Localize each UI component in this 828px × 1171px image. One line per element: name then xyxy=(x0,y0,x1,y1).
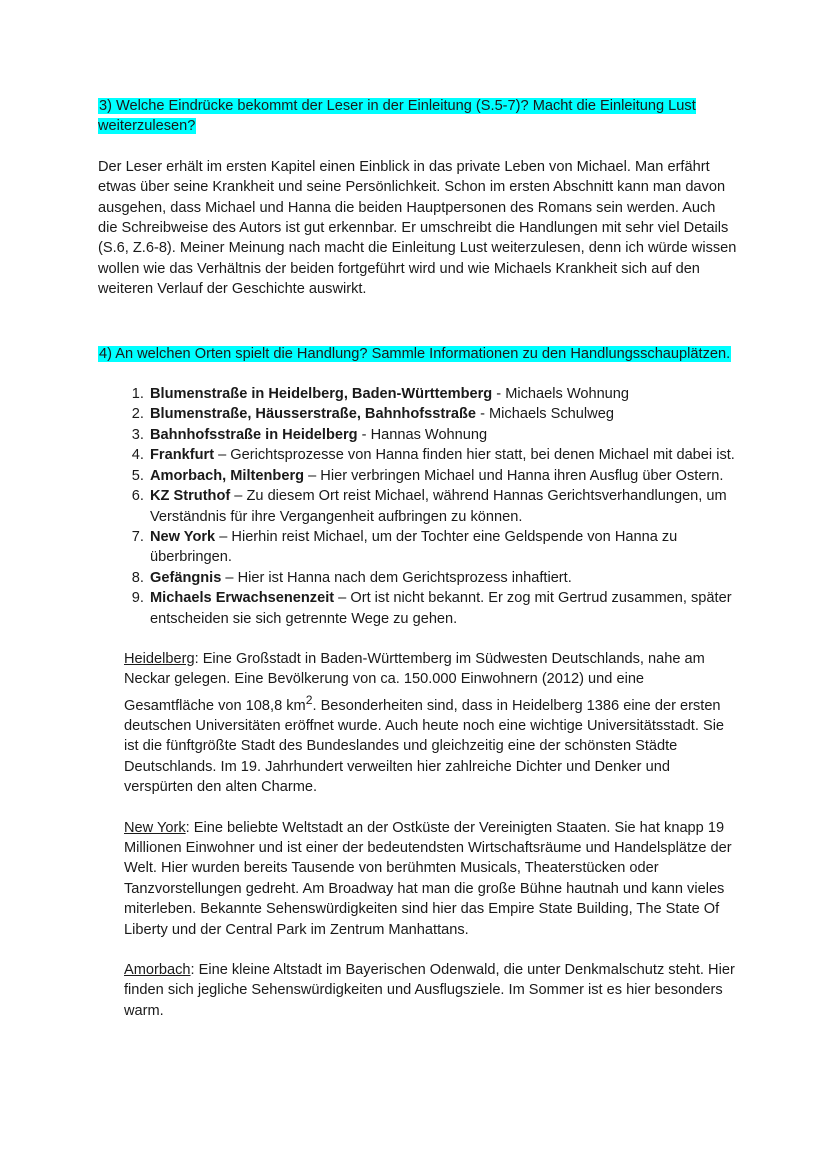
place-heading-new-york: New York xyxy=(124,819,186,836)
question-3-heading xyxy=(98,96,738,137)
place-heading-heidelberg: Heidelberg xyxy=(124,650,195,667)
place-text: Hannas Wohnung xyxy=(370,426,488,443)
separator: – xyxy=(334,590,351,607)
question-3-answer: Der Leser erhält im ersten Kapitel einen Einblick in das private Leben von Michael. Man erfährt etwas über seine Krankheit und seine Persönlichkeit. Schon im ersten Abschnitt kann man davon ausgehen, dass Michael und Hanna die beiden Hauptpersonen des Romans sein werden. Auch die Schreibweise des Autors ist gut erkennbar. Er umschreibt die Handlungen mit sehr viel Details (S.6, Z.6-8). Meiner Meinung nach macht die Einleitung Lust weiterzulesen, denn ich würde wissen wollen wie das Verhältnis der beiden fortgeführt wird und wie Michaels Krankheit sich auf den weiteren Verlauf der Geschichte auswirkt. xyxy=(98,158,737,298)
separator: – xyxy=(215,528,232,545)
place-name: Frankfurt xyxy=(150,447,215,464)
place-text: Hierhin reist Michael, um der Tochter eine Geldspende von Hanna zu überbringen. xyxy=(150,528,678,566)
place-name: Blumenstraße in Heidelberg, Baden-Württemberg xyxy=(150,386,493,403)
separator: – xyxy=(214,447,231,464)
list-item xyxy=(148,384,738,404)
description-text: : Eine beliebte Weltstadt an der Ostküste der Vereinigten Staaten. Sie hat knapp 19 Millionen Einwohner und ist einer der bedeutendsten Wirtschaftsräume und Handelsplätze der Welt. Hier wurden bereits Tausende von berühmten Musicals, Theaterstücken oder Tanzvorstellungen gedreht. Am Broadway hat man die große Bühne hautnah und kann vieles miterleben. Bekannte Sehenswürdigkeiten sind hier das Empire State Building, The State Of Liberty und der Central Park im Zentrum Manhattans. xyxy=(124,819,732,938)
list-item xyxy=(148,404,738,424)
document-page xyxy=(98,96,738,1021)
place-name: Michaels Erwachsenenzeit xyxy=(150,590,335,607)
place-text: Hier ist Hanna nach dem Gerichtsprozess inhaftiert. xyxy=(237,569,572,586)
description-text: : Eine Großstadt in Baden-Württemberg im Südwesten Deutschlands, nahe am Neckar gelegen. Eine Bevölkerung von ca. 150.000 Einwohnern (2012) und eine Gesamtfläche von 108,8 km xyxy=(124,650,705,714)
list-item xyxy=(148,486,738,527)
place-name: New York xyxy=(150,528,216,545)
list-item xyxy=(148,425,738,445)
separator: – xyxy=(304,467,321,484)
question-4-highlight: 4) An welchen Orten spielt die Handlung? Sammle Informationen zu den Handlungsschauplätzen. xyxy=(99,345,731,362)
list-item xyxy=(148,588,738,629)
list-item xyxy=(148,466,738,486)
superscript: 2 xyxy=(305,692,313,707)
question-3-section xyxy=(98,96,738,300)
place-text: Gerichtsprozesse von Hanna finden hier statt, bei denen Michael mit dabei ist. xyxy=(230,447,735,464)
list-item xyxy=(148,445,738,465)
place-name: Gefängnis xyxy=(150,569,222,586)
place-name: Amorbach, Miltenberg xyxy=(150,467,305,484)
place-name: KZ Struthof xyxy=(150,488,231,505)
question-3-highlight: 3) Welche Eindrücke bekommt der Leser in der Einleitung (S.5-7)? Macht die Einleitung Lust weiterzulesen? xyxy=(98,98,696,135)
separator: – xyxy=(230,488,247,505)
place-text: Ort ist nicht bekannt. Er zog mit Gertrud zusammen, später entscheiden sie sich getrennte Wege zu gehen. xyxy=(150,590,732,627)
description-text: . Besonderheiten sind, dass in Heidelberg 1386 eine der ersten deutschen Universitäten eröffnet wurde. Auch heute noch eine wichtige Universitätsstadt. Sie ist die fünftgrößte Stadt des Bundeslandes und gleichzeitig eine der schönsten Städte Deutschlands. Im 19. Jahrhundert verweilten hier zahlreiche Dichter und Denker und verspürten den alten Charme. xyxy=(124,697,725,796)
separator: – xyxy=(221,569,238,586)
separator: - xyxy=(492,386,506,403)
place-name: Blumenstraße, Häusserstraße, Bahnhofsstraße xyxy=(150,406,477,423)
list-item xyxy=(148,527,738,568)
separator: - xyxy=(357,426,371,443)
separator: - xyxy=(476,406,490,423)
place-heading-amorbach: Amorbach xyxy=(124,962,191,979)
description-heidelberg xyxy=(98,649,738,798)
place-text: Hier verbringen Michael und Hanna ihren Ausflug über Ostern. xyxy=(320,467,724,484)
place-name: Bahnhofsstraße in Heidelberg xyxy=(150,426,358,443)
place-text: Zu diesem Ort reist Michael, während Hannas Gerichtsverhandlungen, um Verständnis für ihre Vergangenheit aufbringen zu können. xyxy=(150,488,727,525)
place-text: Michaels Schulweg xyxy=(489,406,614,423)
description-amorbach xyxy=(98,960,738,1021)
question-4-heading xyxy=(98,344,738,364)
question-4-section xyxy=(98,344,738,1022)
list-item xyxy=(148,568,738,588)
places-list xyxy=(98,384,738,629)
description-text: : Eine kleine Altstadt im Bayerischen Odenwald, die unter Denkmalschutz steht. Hier finden sich jegliche Sehenswürdigkeiten und Ausflugsziele. Im Sommer ist es hier besonders warm. xyxy=(124,962,735,1019)
description-new-york xyxy=(98,818,738,940)
place-text: Michaels Wohnung xyxy=(505,386,630,403)
